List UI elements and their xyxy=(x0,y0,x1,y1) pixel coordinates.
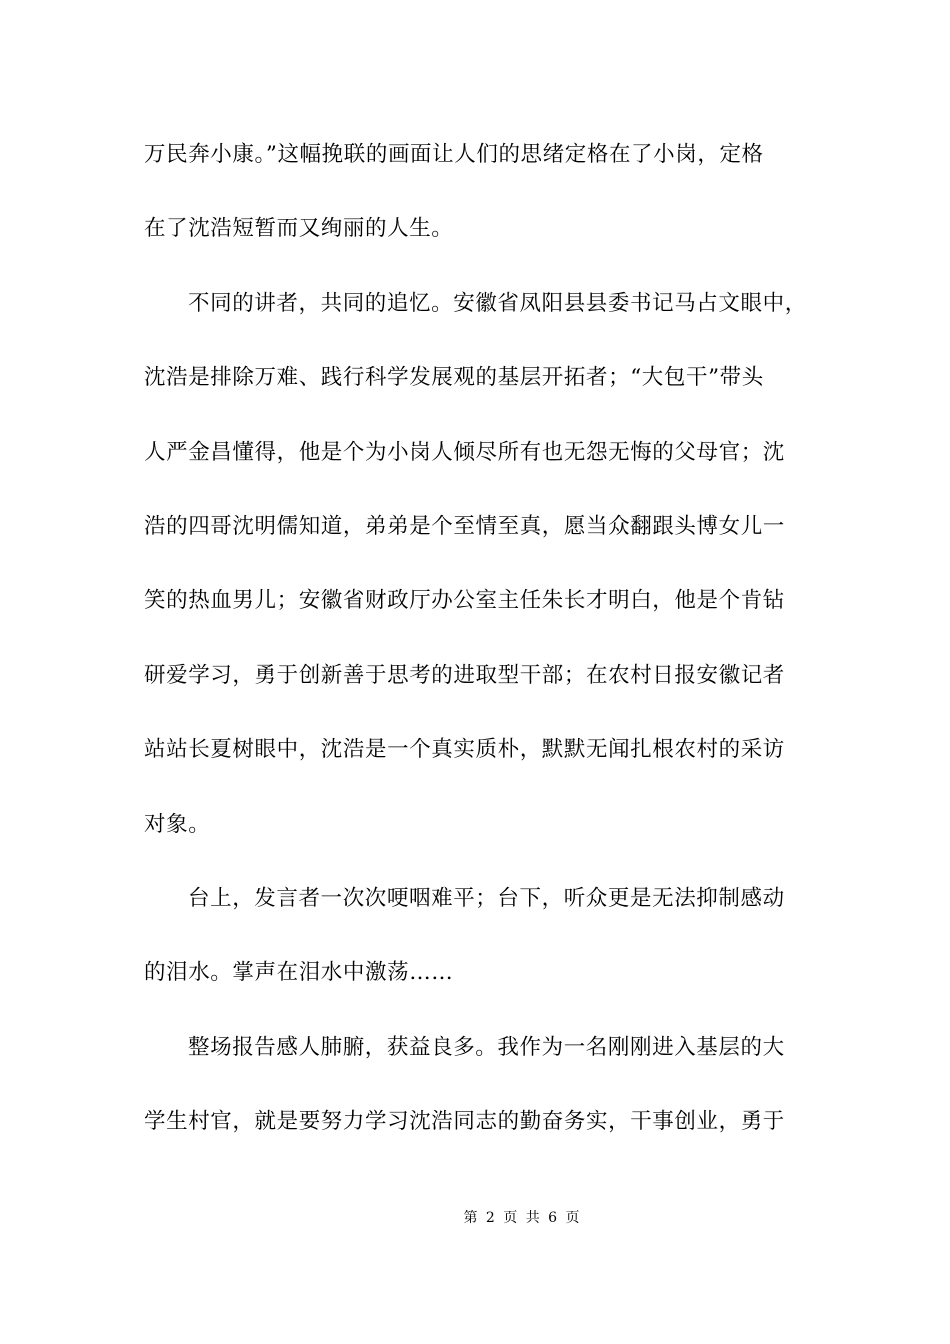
text-line: 沈浩是排除万难、践行科学发展观的基层开拓者；“大包干”带头 xyxy=(144,365,764,391)
text-line: 站站长夏树眼中，沈浩是一个真实质朴，默默无闻扎根农村的采访 xyxy=(144,737,785,763)
text-line: 笑的热血男儿；安徽省财政厅办公室主任朱长才明白，他是个肯钻 xyxy=(144,588,785,614)
page-footer: 第 2 页 共 6 页 xyxy=(463,1210,582,1226)
text-line: 研爱学习，勇于创新善于思考的进取型干部；在农村日报安徽记者 xyxy=(144,662,785,688)
text-line: 对象。 xyxy=(144,811,211,837)
text-line: 的泪水。掌声在泪水中激荡…… xyxy=(144,960,454,986)
text-line: 不同的讲者，共同的追忆。安徽省凤阳县县委书记马占文眼中， xyxy=(188,290,807,316)
body-text xyxy=(144,132,814,1173)
text-line: 整场报告感人肺腑，获益良多。我作为一名刚刚进入基层的大 xyxy=(188,1034,785,1060)
text-line: 台上，发言者一次次哽咽难平；台下，听众更是无法抑制感动 xyxy=(188,885,785,911)
text-line: 万民奔小康。”这幅挽联的画面让人们的思绪定格在了小岗，定格 xyxy=(144,142,764,167)
text-line: 学生村官，就是要努力学习沈浩同志的勤奋务实，干事创业，勇于 xyxy=(144,1109,785,1135)
text-line: 浩的四哥沈明儒知道，弟弟是个至情至真，愿当众翻跟头博女儿一 xyxy=(144,513,785,539)
text-line: 在了沈浩短暂而又绚丽的人生。 xyxy=(144,216,454,242)
text-line: 人严金昌懂得，他是个为小岗人倾尽所有也无怨无悔的父母官；沈 xyxy=(144,439,785,465)
